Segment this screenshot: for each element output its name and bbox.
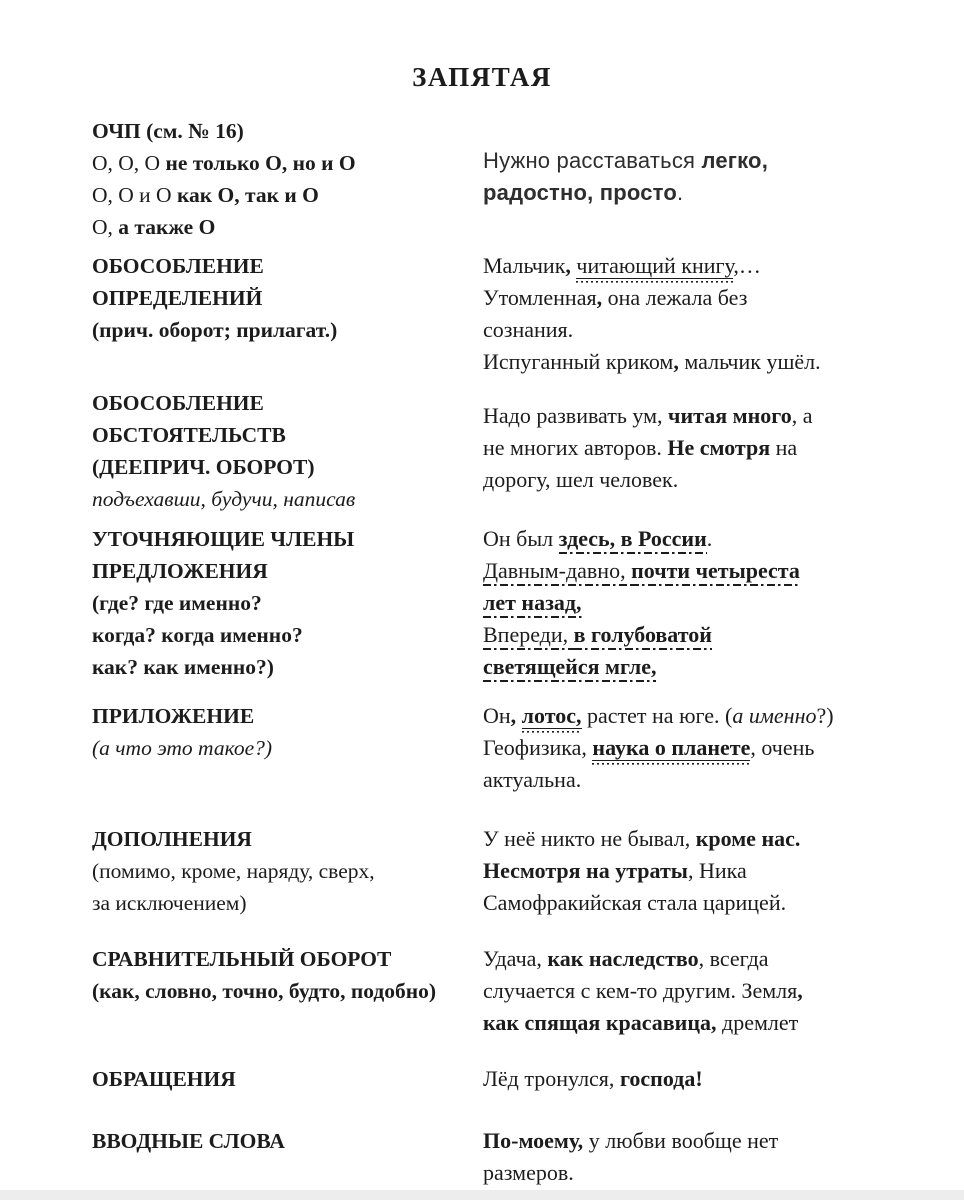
text-run: Испуганный криком <box>483 349 674 374</box>
example-line <box>483 975 914 1007</box>
bold-text-run: , <box>510 703 517 728</box>
rule-section-sravnitelny-oborot <box>92 943 914 1039</box>
rule-section-vvodnye-slova <box>92 1125 914 1189</box>
text-run: , Ника <box>687 858 747 883</box>
underlined-text-run: Впереди, <box>483 622 574 650</box>
text-run <box>516 703 522 728</box>
bold-text-run: когда? когда именно? <box>92 623 303 647</box>
bold-text-run: ОБОСОБЛЕНИЕ <box>92 391 264 415</box>
text-run: Самофракийская стала царицей. <box>483 890 787 915</box>
bold-text-run: как О, так и О <box>176 183 319 207</box>
text-run: дремлет <box>716 1010 799 1035</box>
bold-text-run: ОБОСОБЛЕНИЕ <box>92 254 264 278</box>
text-run: . <box>706 526 713 551</box>
rule-name-line <box>92 700 483 732</box>
rules-table <box>0 115 964 1189</box>
bold-text-run: ОЧП (см. № 16) <box>92 119 244 143</box>
example-line <box>483 1063 914 1095</box>
bold-text-run: (где? где именно? <box>92 591 262 615</box>
example-line <box>483 619 914 651</box>
text-run: за исключением) <box>92 891 247 915</box>
example-cell <box>483 823 914 919</box>
rule-name-line <box>92 887 483 919</box>
underlined-text-run: наука о планете <box>592 735 750 765</box>
rule-name-line <box>92 211 483 243</box>
example-line <box>483 314 914 346</box>
bold-text-run: , <box>673 349 679 374</box>
example-line <box>483 943 914 975</box>
example-line <box>483 282 914 314</box>
example-cell <box>483 523 914 683</box>
text-run: О, О и О <box>92 183 177 207</box>
bold-text-run: кроме нас. <box>695 826 801 851</box>
rule-name-line <box>92 250 483 282</box>
example-line <box>483 400 914 432</box>
rule-name-line <box>92 651 483 683</box>
example-line <box>483 464 914 496</box>
rule-name-cell <box>92 1063 483 1095</box>
footer-strip <box>0 1190 964 1200</box>
rule-name-line <box>92 115 483 147</box>
rule-name-line <box>92 451 483 483</box>
rule-section-ochp <box>92 115 914 243</box>
example-line <box>483 1007 914 1039</box>
bold-text-run: УТОЧНЯЮЩИЕ ЧЛЕНЫ <box>92 527 355 551</box>
text-run: (помимо, кроме, наряду, сверх, <box>92 859 375 883</box>
text-run: ?) <box>816 703 834 728</box>
bold-text-run: читая много <box>668 403 792 428</box>
text-run: Он <box>483 703 511 728</box>
page-title: ЗАПЯТАЯ <box>412 62 552 92</box>
text-run: Надо развивать ум, <box>483 403 669 428</box>
text-run: размеров. <box>483 1160 574 1185</box>
rule-name-cell <box>92 823 483 919</box>
example-cell <box>483 400 914 515</box>
example-line <box>483 764 914 796</box>
rule-name-line <box>92 587 483 619</box>
rule-name-line <box>92 1063 483 1095</box>
bold-text-run: ВВОДНЫЕ СЛОВА <box>92 1129 285 1153</box>
bold-text-run: господа! <box>619 1066 703 1091</box>
bold-text-run: Несмотря на утраты <box>483 858 688 883</box>
underlined-text-run: почти четыреста <box>631 558 800 586</box>
rule-name-line <box>92 943 483 975</box>
text-run: (а что это такое?) <box>92 736 273 760</box>
bold-text-run: ОПРЕДЕЛЕНИЙ <box>92 286 263 310</box>
text-run: Мальчик <box>483 253 566 278</box>
text-run: Нужно расставаться <box>483 148 702 173</box>
rule-section-prilozhenie <box>92 700 914 796</box>
example-line <box>483 432 914 464</box>
text-run: актуальна. <box>483 767 582 792</box>
rule-name-line <box>92 147 483 179</box>
text-run: , всегда <box>698 946 769 971</box>
text-run: а именно <box>732 703 817 728</box>
rule-name-line <box>92 387 483 419</box>
example-line <box>483 700 914 732</box>
text-run: О, О, О <box>92 151 166 175</box>
bold-text-run: как наследство <box>547 946 699 971</box>
bold-text-run: ДОПОЛНЕНИЯ <box>92 827 252 851</box>
example-line <box>483 346 914 378</box>
example-line <box>483 145 914 177</box>
text-run: У неё никто не бывал, <box>483 826 696 851</box>
rule-name-cell <box>92 700 483 796</box>
text-run: Утомленная <box>483 285 597 310</box>
bold-text-run: (ДЕЕПРИЧ. ОБОРОТ) <box>92 455 315 479</box>
rule-name-line <box>92 823 483 855</box>
text-run: Геофизика, <box>483 735 593 760</box>
underlined-text-run: лотос, <box>522 703 582 733</box>
bold-text-run: как? как именно?) <box>92 655 274 679</box>
bold-text-run: ОБСТОЯТЕЛЬСТВ <box>92 423 286 447</box>
bold-text-run: радостно, просто <box>483 180 677 205</box>
rule-name-line <box>92 855 483 887</box>
rule-name-line <box>92 732 483 764</box>
text-run: ,… <box>733 253 761 278</box>
text-run: . <box>676 180 684 205</box>
text-run: не многих авторов. <box>483 435 668 460</box>
text-run: случается с кем-то другим. Земля <box>483 978 798 1003</box>
example-cell <box>483 700 914 796</box>
text-run: подъехавши, будучи, написав <box>92 487 356 511</box>
underlined-text-run: читающий книгу <box>576 253 733 283</box>
rule-name-cell <box>92 115 483 243</box>
rule-section-obosoblenie-opredeleniy <box>92 250 914 378</box>
example-cell <box>483 943 914 1039</box>
example-cell <box>483 145 914 243</box>
example-line <box>483 855 914 887</box>
bold-text-run: ПРЕДЛОЖЕНИЯ <box>92 559 268 583</box>
rule-section-obosoblenie-obstoyatelstv <box>92 387 914 515</box>
rule-section-utochnyayushchie-chleny <box>92 523 914 683</box>
example-line <box>483 250 914 282</box>
rule-name-cell <box>92 523 483 683</box>
bold-text-run: а также О <box>118 215 216 239</box>
text-run: дорогу, шел человек. <box>483 467 679 492</box>
bold-text-run: ОБРАЩЕНИЯ <box>92 1067 236 1091</box>
example-line <box>483 587 914 619</box>
bold-text-run: как спящая красавица, <box>483 1010 717 1035</box>
text-run: О, <box>92 215 119 239</box>
example-line <box>483 651 914 683</box>
bold-text-run: СРАВНИТЕЛЬНЫЙ ОБОРОТ <box>92 947 392 971</box>
rule-name-line <box>92 483 483 515</box>
bold-text-run: легко, <box>701 148 769 173</box>
rule-name-cell <box>92 943 483 1039</box>
rule-name-line <box>92 523 483 555</box>
underlined-text-run: лет назад, <box>483 590 582 618</box>
example-line <box>483 523 914 555</box>
bold-text-run: , <box>596 285 603 310</box>
rule-name-line <box>92 555 483 587</box>
text-run: , а <box>791 403 813 428</box>
underlined-text-run: здесь, в России <box>559 526 707 554</box>
text-run: Он был <box>483 526 559 551</box>
rule-section-dopolneniya <box>92 823 914 919</box>
text-run: на <box>770 435 798 460</box>
example-line <box>483 823 914 855</box>
example-line <box>483 1125 914 1157</box>
text-run: у любви вообще нет <box>583 1128 779 1153</box>
bold-text-run: ПРИЛОЖЕНИЕ <box>92 704 255 728</box>
rule-name-line <box>92 419 483 451</box>
bold-text-run: (как, словно, точно, будто, подобно) <box>92 979 437 1003</box>
rule-name-line <box>92 975 483 1007</box>
underlined-text-run: в голубоватой <box>574 622 712 650</box>
bold-text-run: (прич. оборот; прилагат.) <box>92 318 338 342</box>
text-run: Лёд тронулся, <box>483 1066 620 1091</box>
example-line <box>483 887 914 919</box>
rule-name-line <box>92 619 483 651</box>
rule-name-cell <box>92 1125 483 1189</box>
underlined-text-run: Давным-давно, <box>483 558 631 586</box>
rule-name-line <box>92 314 483 346</box>
example-line <box>483 177 914 209</box>
text-run: Удача, <box>483 946 548 971</box>
rule-name-cell <box>92 387 483 515</box>
rule-name-line <box>92 179 483 211</box>
text-run: растет на юге. ( <box>581 703 733 728</box>
example-line <box>483 1157 914 1189</box>
rule-section-obrashcheniya <box>92 1063 914 1095</box>
rule-name-line <box>92 1125 483 1157</box>
text-run: она лежала без <box>602 285 748 310</box>
bold-text-run: Не смотря <box>667 435 771 460</box>
bold-text-run: , <box>797 978 803 1003</box>
bold-text-run: не только О, но и О <box>165 151 356 175</box>
text-run: сознания. <box>483 317 574 342</box>
example-line <box>483 732 914 764</box>
rule-name-cell <box>92 250 483 378</box>
text-run: , очень <box>750 735 815 760</box>
underlined-text-run: светящейся мгле, <box>483 654 656 682</box>
example-line <box>483 555 914 587</box>
bold-text-run: , <box>565 253 571 278</box>
example-cell <box>483 1125 914 1189</box>
bold-text-run: По-моему, <box>483 1128 584 1153</box>
example-cell <box>483 250 914 378</box>
rule-name-line <box>92 282 483 314</box>
text-run: мальчик ушёл. <box>678 349 821 374</box>
example-cell <box>483 1063 914 1095</box>
